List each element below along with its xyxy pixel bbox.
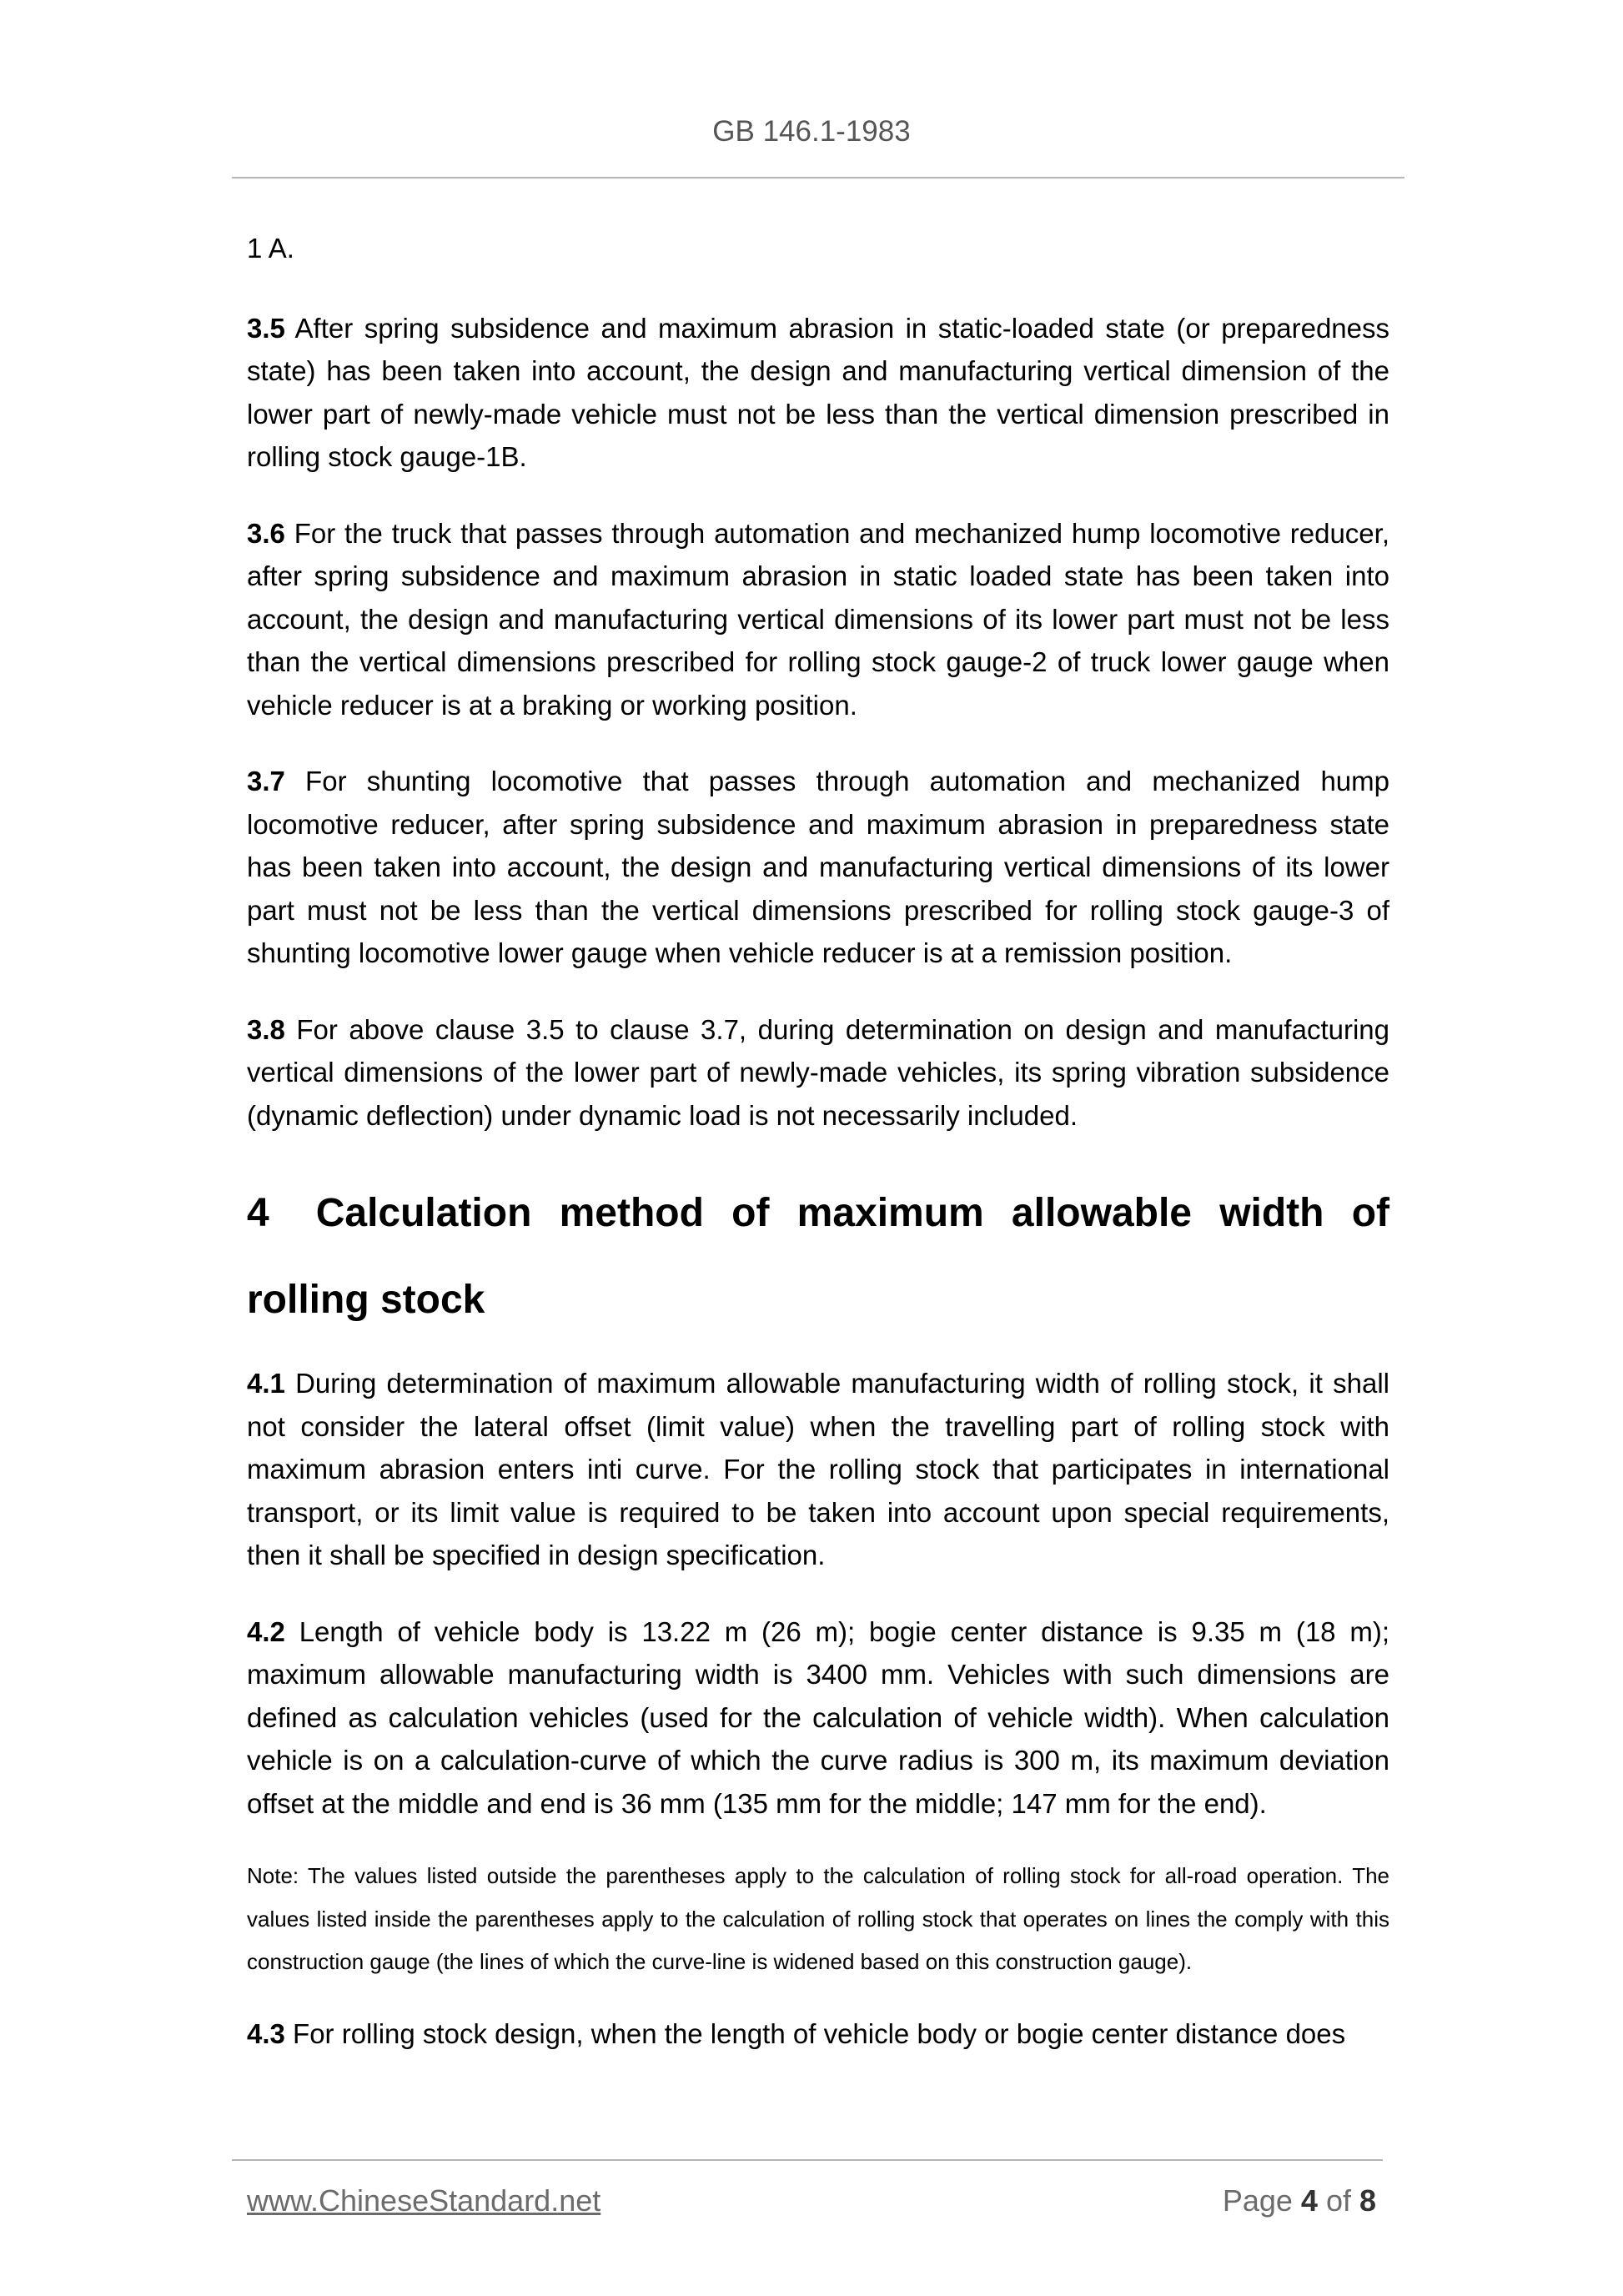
clause-number: 3.6 [247,517,285,549]
clause-text: For the truck that passes through automation and mechanized hump locomotive reducer, after spring subsidence and maximum abrasion in static loaded state has been taken into account, the design and manufacturing vertical dimensions of its lower part must not be less than the vertical dimensions prescribed for rolling stock gauge-2 of truck lower gauge when vehicle reducer is at a braking or working position. [247,517,1389,721]
clause-3-7 [247,760,1389,975]
clause-4-1 [247,1362,1389,1577]
clause-text: During determination of maximum allowable manufacturing width of rolling stock, it shall not consider the lateral offset (limit value) when the travelling part of rolling stock with maximum abrasion enters inti curve. For the rolling stock that participates in international transport, or its limit value is required to be taken into account upon special requirements, then it shall be specified in design specification. [247,1368,1389,1570]
clause-number: 4.2 [247,1615,285,1647]
note-text: Note: The values listed outside the parentheses apply to the calculation of rolling stock for all-road operation. The values listed inside the parentheses apply to the calculation of rolling stock that operates on lines the comply with this construction gauge (the lines of which the curve-line is widened based on this construction gauge). [247,1863,1389,1974]
section-heading-4 [247,1170,1389,1344]
clause-3-6 [247,512,1389,727]
clause-text: For above clause 3.5 to clause 3.7, during determination on design and manufacturing vertical dimensions of the lower part of newly-made vehicles, its spring vibration subsidence (dynamic deflection) under dynamic load is not necessarily included. [247,1013,1389,1131]
section-number: 4 [247,1191,269,1235]
page-total: 8 [1359,2183,1376,2218]
clause-text: For rolling stock design, when the length of vehicle body or bogie center distance does [284,2017,1346,2049]
page-current: 4 [1300,2183,1318,2218]
header-divider [232,177,1404,178]
clause-4-3 [247,2012,1389,2056]
clause-number: 3.7 [247,766,285,796]
continuation-text: 1 A. [247,233,294,264]
clause-number: 4.1 [247,1368,285,1399]
clause-number: 4.3 [247,2017,285,2049]
clause-number: 3.8 [247,1013,285,1045]
page-prefix: Page [1222,2183,1301,2218]
page-header: GB 146.1-1983 [712,115,911,148]
clause-number: 3.5 [247,312,285,344]
clause-text: After spring subsidence and maximum abrasion in static-loaded state (or preparedness state) has been taken into account, the design and manufacturing vertical dimension of the lower part of newly-made vehicle must not be less than the vertical dimension prescribed in rolling stock gauge-1B. [247,312,1389,472]
section-title: Calculation method of maximum allowable width of rolling stock [247,1191,1389,1322]
clause-4-2 [247,1610,1389,1826]
clause-text: For shunting locomotive that passes through automation and mechanized hump locomotive reducer, after spring subsidence and maximum abrasion in preparedness state has been taken into account, the design and manufacturing vertical dimensions of its lower part must not be less than the vertical dimensions prescribed for rolling stock gauge-3 of shunting locomotive lower gauge when vehicle reducer is at a remission position. [247,766,1389,968]
clause-text: Length of vehicle body is 13.22 m (26 m); bogie center distance is 9.35 m (18 m); maximum allowable manufacturing width is 3400 mm. Vehicles with such dimensions are defined as calculation vehicles (used for the calculation of vehicle width). When calculation vehicle is on a calculation-curve of which the curve radius is 300 m, its maximum deviation offset at the middle and end is 36 mm (135 mm for the middle; 147 mm for the end). [247,1615,1389,1819]
page-of: of [1317,2183,1359,2218]
footer-site-link[interactable]: www.ChineseStandard.net [247,2183,601,2218]
footer-divider [232,2159,1383,2161]
page-number [1223,2183,1376,2218]
clause-3-5 [247,307,1389,479]
page-content [247,227,1389,2088]
clause-3-8 [247,1008,1389,1138]
